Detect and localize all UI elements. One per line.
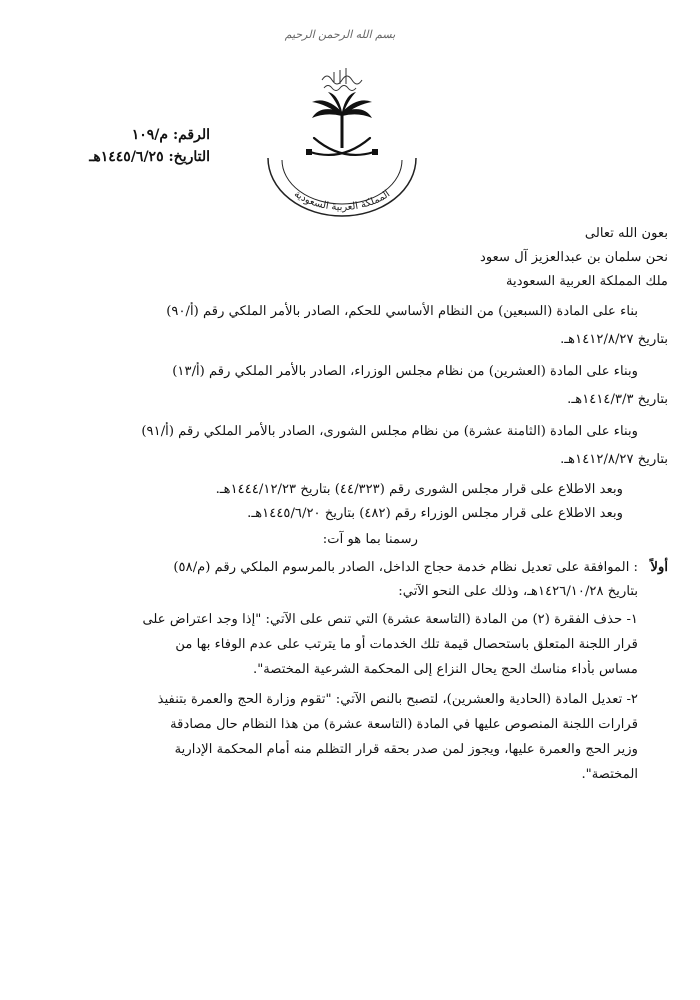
amendment-item-1-line-1: ١- حذف الفقرة (٢) من المادة (التاسعة عشرة) التي تنص على الآتي: "إذا وجد اعتراض على xyxy=(142,612,638,627)
preamble-3-line-b: بتاريخ ١٤١٢/٨/٢٧هـ. xyxy=(560,452,668,467)
preamble-1-line-b: بتاريخ ١٤١٢/٨/٢٧هـ. xyxy=(560,332,668,347)
article-one-line-b: بتاريخ ١٤٢٦/١٠/٢٨هـ، وذلك على النحو الآتي: xyxy=(398,584,638,599)
reference-date-value: ١٤٤٥/٦/٢٥هـ xyxy=(89,149,164,165)
article-one-label: أولاً xyxy=(650,560,668,575)
amendment-item-2-line-2: قرارات اللجنة المنصوص عليها في المادة (التاسعة عشرة) من هذا النظام حال مصادقة xyxy=(170,717,638,732)
amendment-item-1-line-3: مساس بأداء مناسك الحج يحال النزاع إلى المحكمة الشرعية المختصة". xyxy=(253,662,638,677)
intro-line-3: ملك المملكة العربية السعودية xyxy=(505,274,668,289)
article-one-line-a: : الموافقة على تعديل نظام خدمة حجاج الداخل، الصادر بالمرسوم الملكي رقم (م/٥٨) xyxy=(173,560,638,575)
preamble-3 xyxy=(28,422,668,470)
preamble-3-line-a: وبناء على المادة (الثامنة عشرة) من نظام مجلس الشورى، الصادر بالأمر الملكي رقم (أ/٩١) xyxy=(141,424,638,439)
review-cabinet: وبعد الاطلاع على قرار مجلس الوزراء رقم (٤٨٢) بتاريخ ١٤٤٥/٦/٢٠هـ. xyxy=(247,506,623,521)
amendment-item-2-line-1: ٢- تعديل المادة (الحادية والعشرين)، لتصبح بالنص الآتي: "تقوم وزارة الحج والعمرة بتنفيذ xyxy=(157,692,638,707)
emblem-ring-text: المملكة العربية السعودية xyxy=(291,188,393,214)
preamble-2-line-b: بتاريخ ١٤١٤/٣/٣هـ. xyxy=(567,392,668,407)
amendment-item-1-line-2: قرار اللجنة المتعلق باستحصال قيمة تلك الخدمات أو ما يترتب على عدم الوفاء بها من xyxy=(175,637,638,652)
amendment-item-2-line-3: وزير الحج والعمرة عليها، ويجوز لمن صدر بحقه قرار التظلم منه أمام المحكمة الإدارية xyxy=(174,742,638,757)
intro-line-1: بعون الله تعالى xyxy=(584,226,668,241)
saudi-emblem-icon xyxy=(262,60,422,220)
reference-date-label: التاريخ: xyxy=(168,149,210,165)
intro-line-2: نحن سلمان بن عبدالعزيز آل سعود xyxy=(479,250,668,265)
reference-number-label: الرقم: xyxy=(172,127,210,143)
preamble-1 xyxy=(28,302,668,350)
basmala: بسم الله الرحمن الرحيم xyxy=(284,28,396,41)
review-shura: وبعد الاطلاع على قرار مجلس الشورى رقم (٤٤/٣٢٣) بتاريخ ١٤٤٤/١٢/٢٣هـ. xyxy=(215,482,623,497)
article-one xyxy=(28,558,668,602)
preamble-2 xyxy=(28,362,668,410)
preamble-2-line-a: وبناء على المادة (العشرين) من نظام مجلس الوزراء، الصادر بالأمر الملكي رقم (أ/١٣) xyxy=(172,364,638,379)
reference-number-value: م/١٠٩ xyxy=(131,127,169,143)
reference-date xyxy=(40,146,210,168)
decree-body xyxy=(28,224,668,785)
reference-block xyxy=(40,124,210,168)
amendment-item-2 xyxy=(28,690,668,785)
decree-phrase: رسمنا بما هو آت: xyxy=(322,532,418,547)
amendment-item-2-line-4: المختصة". xyxy=(581,767,638,782)
reference-number xyxy=(40,124,210,146)
preamble-1-line-a: بناء على المادة (السبعين) من النظام الأساسي للحكم، الصادر بالأمر الملكي رقم (أ/٩٠) xyxy=(166,304,638,319)
amendment-item-1 xyxy=(28,610,668,680)
